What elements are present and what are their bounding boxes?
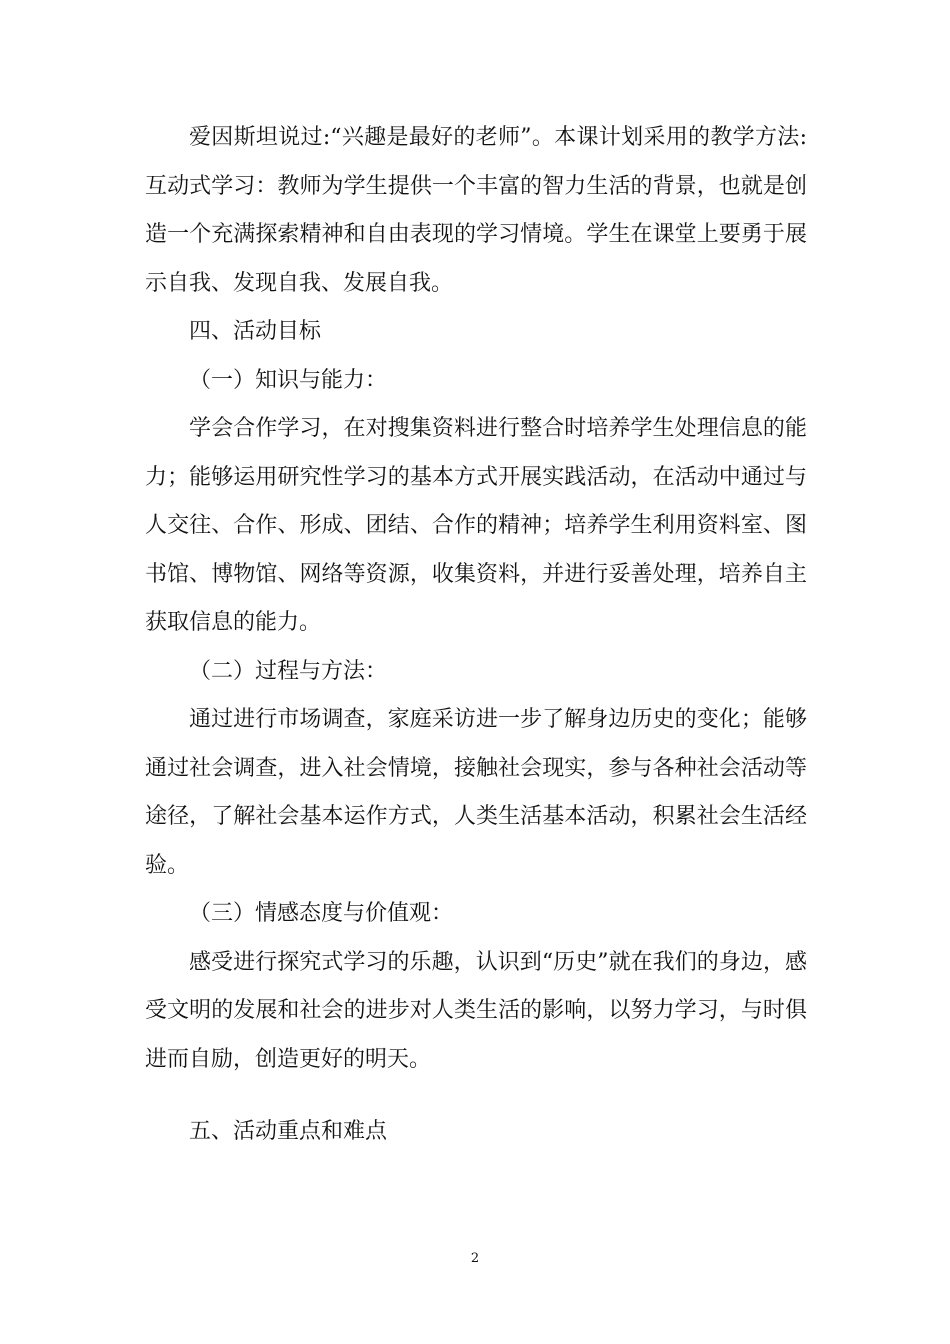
subheading-knowledge-ability: （一）知识与能力：: [189, 367, 388, 393]
paragraph-knowledge-ability: 学会合作学习，在对搜集资料进行整合时培养学生处理信息的能力；能够运用研究性学习的基本方式开展实践活动，在活动中通过与人交往、合作、形成、团结、合作的精神；培养学生利用资料室、图书馆、博物馆、网络等资源，收集资料，并进行妥善处理，培养自主获取信息的能力。: [145, 416, 807, 635]
heading-key-points-difficulties: 五、活动重点和难点: [189, 1119, 388, 1144]
paragraph-process-method: 通过进行市场调查，家庭采访进一步了解身边历史的变化；能够通过社会调查，进入社会情境，接触社会现实，参与各种社会活动等途径，了解社会基本运作方式，人类生活基本活动，积累社会生活经验。: [145, 707, 807, 878]
subheading-process-method: （二）过程与方法：: [189, 658, 388, 684]
paragraph-emotion-values: 感受进行探究式学习的乐趣，认识到“历史”就在我们的身边，感受文明的发展和社会的进步对人类生活的影响，以努力学习，与时俱进而自励，创造更好的明天。: [145, 949, 807, 1072]
page-number: 2: [470, 1251, 480, 1266]
heading-activity-goals: 四、活动目标: [189, 319, 322, 344]
subheading-emotion-values: （三）情感态度与价值观：: [189, 901, 454, 926]
paragraph-teaching-method: 爱因斯坦说过:“兴趣是最好的老师”。本课计划采用的教学方法:互动式学习：教师为学生提供一个丰富的智力生活的背景，也就是创造一个充满探索精神和自由表现的学习情境。学生在课堂上要勇于展示自我、发现自我、发展自我。: [145, 125, 807, 296]
document-body: [145, 114, 807, 1157]
